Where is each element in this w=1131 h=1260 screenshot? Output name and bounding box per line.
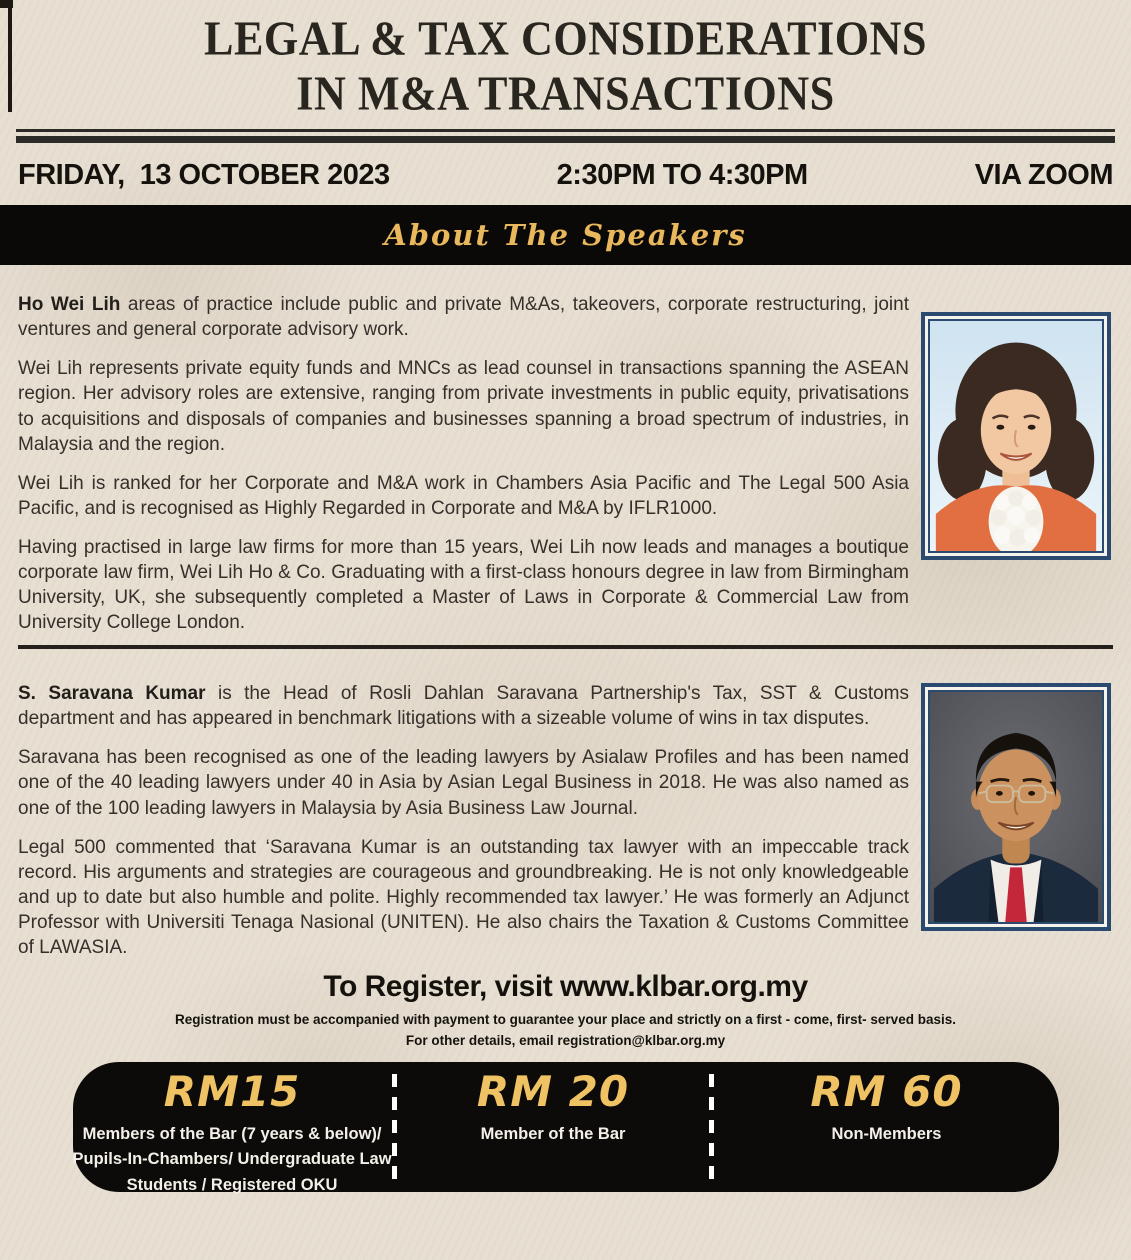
speakers-banner (0, 205, 1131, 265)
price-description: Member of the Bar (480, 1124, 626, 1143)
event-info-row (18, 159, 1113, 192)
speaker-bio-saravana-kumar (18, 681, 909, 960)
paper-texture-edge-line (8, 0, 12, 112)
bio-paragraph: Wei Lih represents private equity funds and MNCs as lead counsel in transactions spanning the ASEAN region. Her advisory roles are extensive, ranging from private investments in public equity, privatisations to acquisitions and disposals of companies and businesses spanning a broad spectrum of industries, in Malaysia and the region. (18, 358, 909, 455)
paper-texture-corner-mark (0, 0, 13, 8)
price-amount: RM15 (163, 1066, 301, 1116)
registration-note-line1: Registration must be accompanied with payment to guarantee your place and strictly on a first - come, first- served basis. (175, 1011, 956, 1027)
registration-note (18, 1010, 1113, 1052)
speaker-section-ho-wei-lih (18, 292, 1113, 635)
speaker-divider (18, 645, 1113, 649)
event-date: FRIDAY, 13 OCTOBER 2023 (18, 159, 390, 192)
price-description: Members of the Bar (7 years & below)/ Pupils-In-Chambers/ Undergraduate Law Students / Registered OKU (72, 1124, 392, 1195)
bio-paragraph: Having practised in large law firms for more than 15 years, Wei Lih now leads and manages a boutique corporate law firm, Wei Lih Ho & Co. Graduating with a first-class honours degree in law from Birmingham University, UK, she subsequently completed a Master of Laws in Corporate & Commercial Law from University College London. (18, 536, 909, 634)
price-tier-members-7-years (72, 1062, 392, 1195)
price-amount: RM 60 (810, 1066, 963, 1116)
speaker-section-saravana-kumar (18, 681, 1113, 960)
event-platform: VIA ZOOM (974, 159, 1113, 192)
speaker-name-bold: S. Saravana Kumar (18, 683, 206, 705)
content-area (0, 292, 1131, 1052)
price-amount: RM 20 (476, 1066, 630, 1116)
portrait-ho-wei-lih (930, 321, 1102, 551)
speaker-photo-column (921, 292, 1113, 635)
portrait-saravana-kumar (930, 692, 1102, 922)
speaker-name-bold: Ho Wei Lih (18, 294, 121, 316)
title-rule-thin (16, 129, 1115, 132)
speaker-photo-frame (921, 312, 1111, 560)
title-rule-thick (16, 136, 1115, 143)
price-description: Non-Members (831, 1124, 942, 1143)
page-title-line1: LEGAL & TAX CONSIDERATIONS (204, 11, 927, 66)
registration-section (18, 970, 1113, 1052)
registration-heading: To Register, visit www.klbar.org.my (323, 969, 808, 1003)
page-title (43, 12, 1087, 121)
pricing-box (72, 1062, 1059, 1195)
bio-paragraph: Wei Lih is ranked for her Corporate and M&A work in Chambers Asia Pacific and The Legal 500 Asia Pacific, and is recognised as Highly Regarded in Corporate and M&A by IFLR1000. (18, 472, 909, 519)
bio-paragraph: Saravana has been recognised as one of the leading lawyers by Asialaw Profiles and has been named one of the 40 leading lawyers under 40 in Asia by Asian Legal Business in 2018. He was also named as one of the 100 leading lawyers in Malaysia by Asia Business Law Journal. (18, 747, 909, 819)
bio-paragraph: Ho Wei Lih areas of practice include public and private M&As, takeovers, corporate restructuring, joint ventures and general corporate advisory work. (18, 294, 910, 341)
event-time: 2:30PM TO 4:30PM (556, 159, 808, 192)
speaker-photo-column (921, 681, 1113, 960)
speaker-photo-ho-wei-lih (928, 319, 1104, 553)
speaker-photo-frame (921, 683, 1111, 931)
registration-note-line2: For other details, email registration@klbar.org.my (405, 1032, 726, 1048)
speakers-banner-label: About The Speakers (384, 218, 747, 253)
bio-paragraph: Legal 500 commented that ‘Saravana Kumar is an outstanding tax lawyer with an impeccable track record. His arguments and strategies are courageous and groundbreaking. He is not only knowledgeable and up to date but also humble and polite. Highly recommended tax lawyer.’ He was formerly an Adjunct Professor with Universiti Tenaga Nasional (UNITEN). He also chairs the Taxation & Customs Committee of LAWASIA. (18, 836, 909, 958)
bio-paragraph: S. Saravana Kumar is the Head of Rosli Dahlan Saravana Partnership's Tax, SST & Customs department and has appeared in benchmark litigations with a sizeable volume of wins in tax disputes. (18, 683, 910, 730)
price-tier-non-members (714, 1062, 1058, 1192)
page-title-line2: IN M&A TRANSACTIONS (296, 66, 835, 121)
speaker-photo-saravana-kumar (928, 690, 1104, 924)
price-tier-member-of-the-bar (397, 1062, 710, 1192)
speaker-bio-ho-wei-lih (18, 292, 909, 635)
